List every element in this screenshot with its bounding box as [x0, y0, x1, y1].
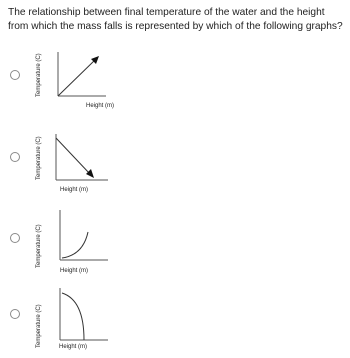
y-axis-label: Temperature (C): [36, 304, 42, 348]
radio-button-option-1[interactable]: [10, 70, 20, 80]
x-axis-label: Height (m): [86, 103, 115, 109]
graph-option-3: [28, 200, 138, 280]
question-text: The relationship between final temperature of the water and the height from which the mass falls is represented by which of the following graphs?: [8, 7, 343, 32]
data-curve: [62, 293, 84, 340]
data-curve: [62, 232, 88, 258]
graph-plot: [28, 128, 138, 208]
y-axis-label: Temperature (C): [36, 136, 42, 180]
radio-button-option-3[interactable]: [10, 233, 20, 243]
y-axis-label: Temperature (C): [36, 53, 42, 97]
radio-button-option-4[interactable]: [10, 309, 20, 319]
data-line: [56, 138, 90, 174]
graph-option-4: [28, 278, 138, 358]
y-axis-label: Temperature (C): [36, 224, 42, 268]
x-axis-label: Height (m): [60, 187, 89, 193]
answer-option-1[interactable]: [0, 46, 350, 126]
graph-option-2: [28, 128, 138, 208]
answer-option-2[interactable]: [0, 128, 350, 208]
graph-plot: [28, 46, 138, 126]
graph-option-1: [28, 46, 138, 126]
answer-option-4[interactable]: [0, 278, 350, 358]
x-axis-label: Height (m): [60, 268, 89, 274]
x-axis-label: Height (m): [59, 344, 88, 350]
answer-option-3[interactable]: [0, 200, 350, 280]
data-line: [58, 59, 96, 96]
radio-button-option-2[interactable]: [10, 152, 20, 162]
